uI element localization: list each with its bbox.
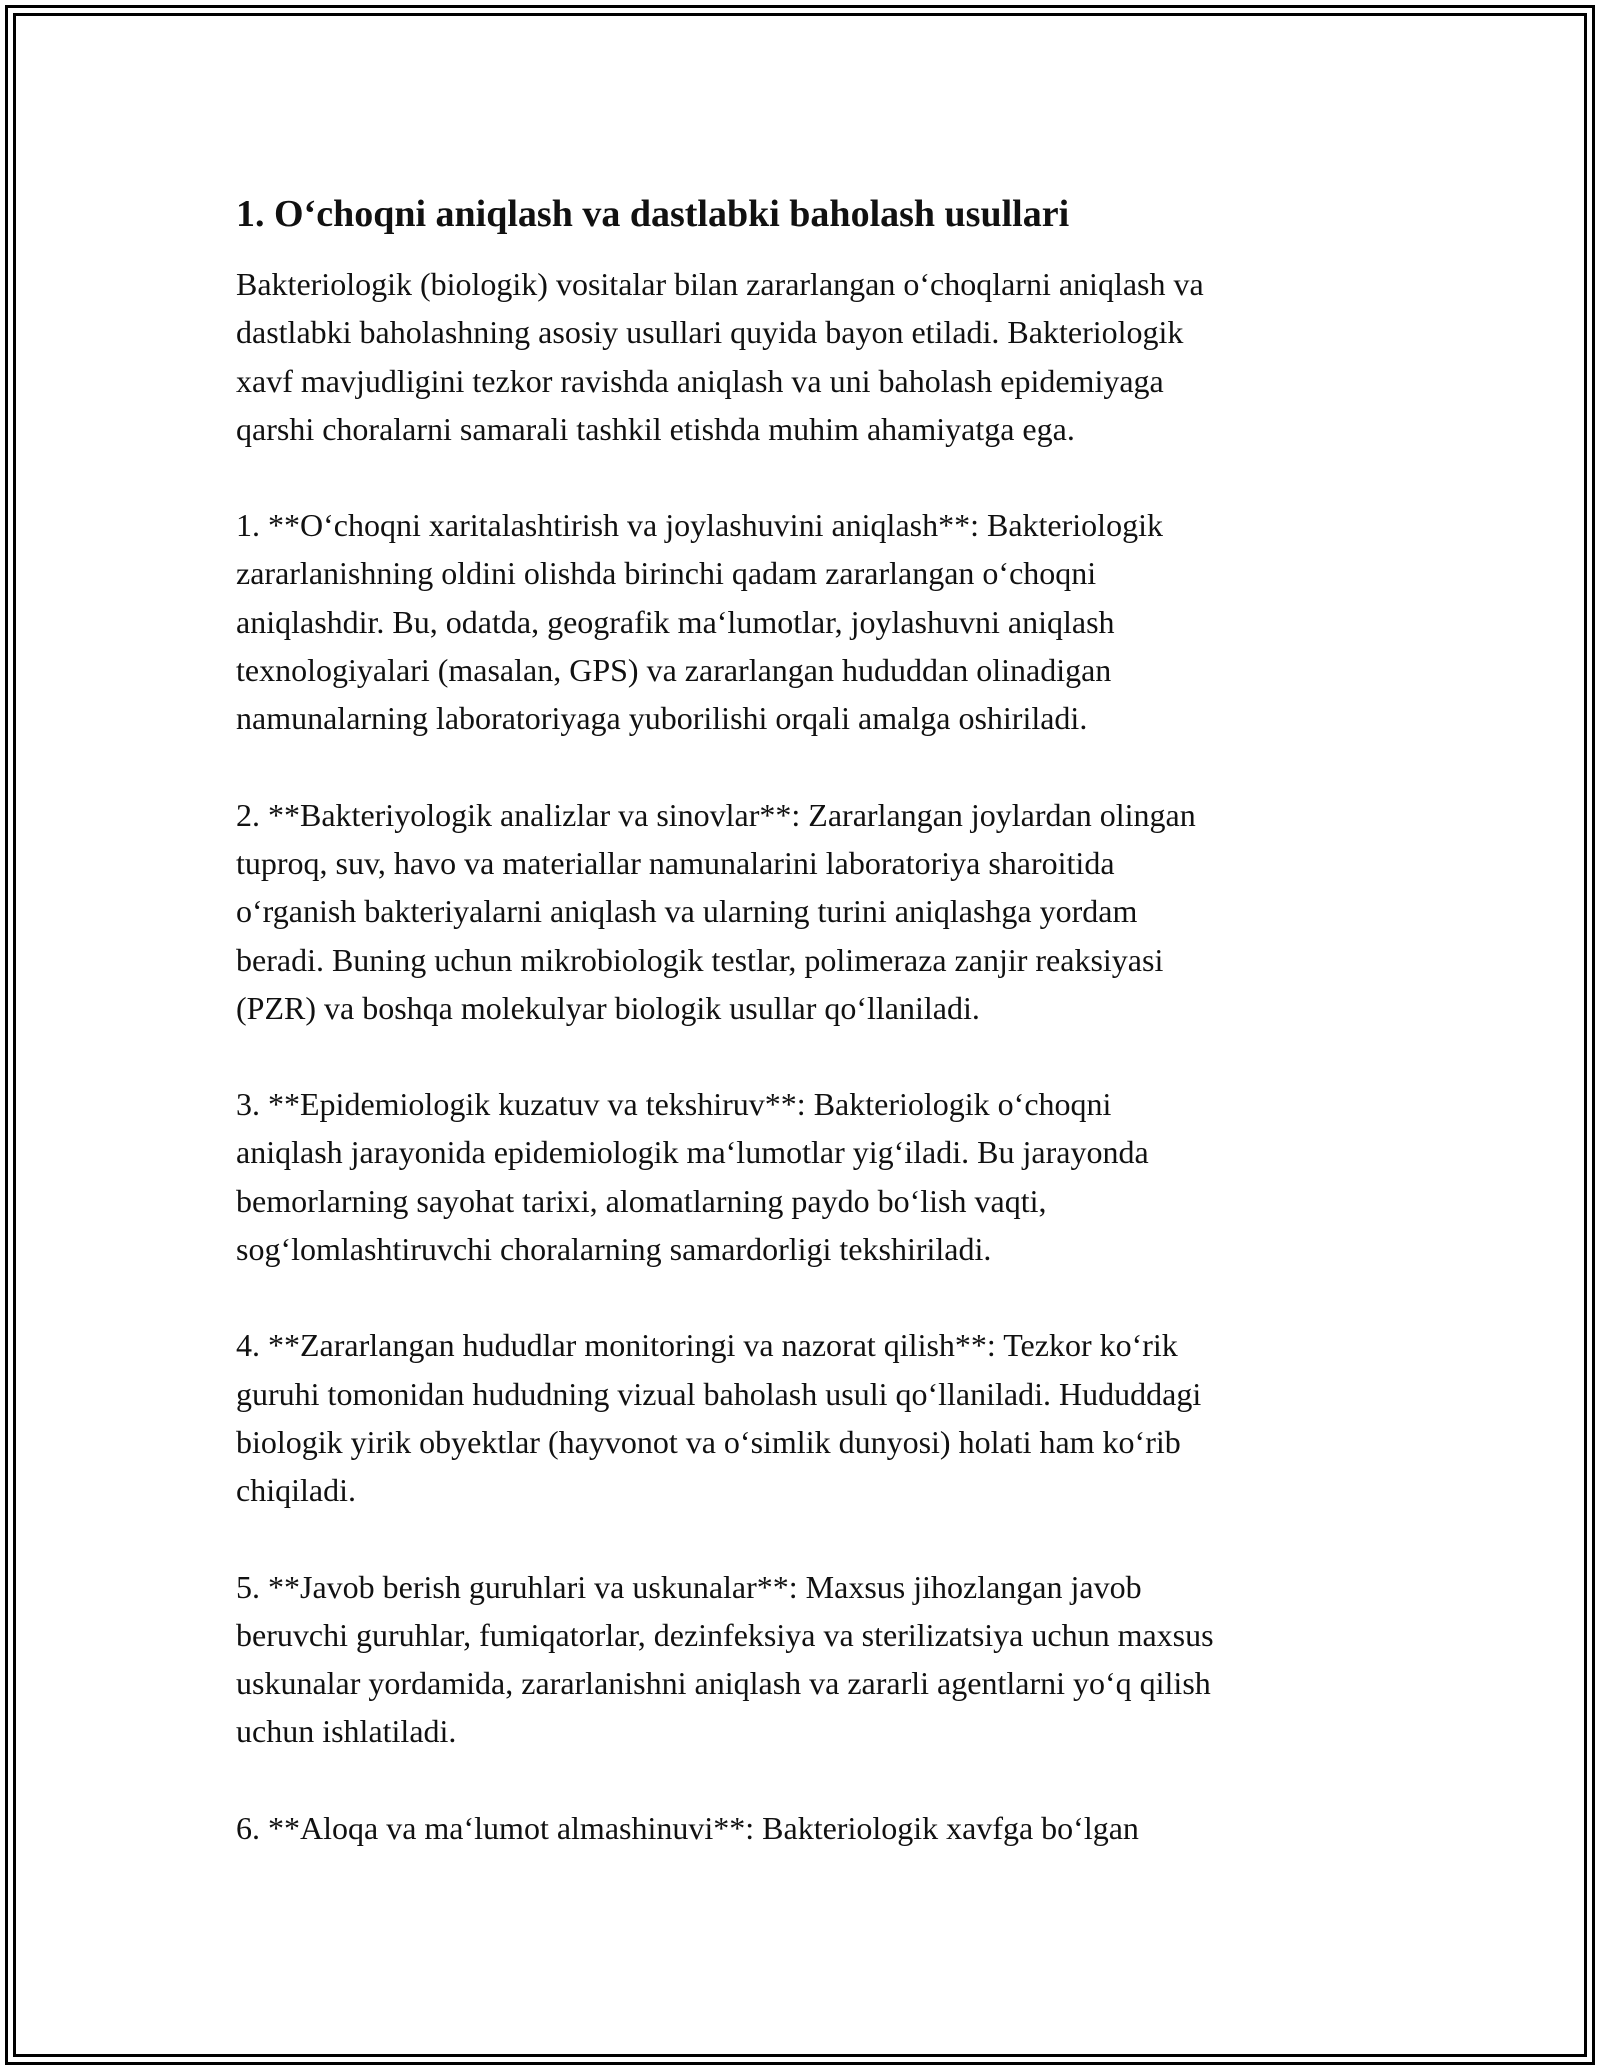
text-line: xavf mavjudligini tezkor ravishda aniqlash va uni baholash epidemiyaga <box>236 362 1164 399</box>
text-line: guruhi tomonidan hududning vizual baholash usuli qo‘llaniladi. Hududdagi <box>236 1375 1202 1412</box>
text-line: beradi. Buning uchun mikrobiologik testlar, polimeraza zanjir reaksiyasi <box>236 941 1164 978</box>
text-line: dastlabki baholashning asosiy usullari quyida bayon etiladi. Bakteriologik <box>236 314 1184 351</box>
text-line: 6. **Aloqa va ma‘lumot almashinuvi**: Bakteriologik xavfga bo‘lgan <box>236 1809 1139 1846</box>
text-line: beruvchi guruhlar, fumiqatorlar, dezinfeksiya va sterilizatsiya uchun maxsus <box>236 1616 1214 1653</box>
text-line: texnologiyalari (masalan, GPS) va zararlangan hududdan olinadigan <box>236 652 1112 689</box>
text-line: chiqiladi. <box>236 1472 356 1509</box>
intro-paragraph <box>236 260 1366 453</box>
text-line: (PZR) va boshqa molekulyar biologik usullar qo‘llaniladi. <box>236 989 980 1026</box>
text-line: 3. **Epidemiologik kuzatuv va tekshiruv**: Bakteriologik o‘choqni <box>236 1086 1112 1123</box>
text-line: qarshi choralarni samarali tashkil etishda muhim ahamiyatga ega. <box>236 410 1075 447</box>
text-line: 4. **Zararlangan hududlar monitoringi va nazorat qilish**: Tezkor ko‘rik <box>236 1327 1178 1364</box>
list-item-3-paragraph <box>236 1080 1366 1273</box>
text-line: sog‘lomlashtiruvchi choralarning samardorligi tekshiriladi. <box>236 1231 992 1268</box>
list-item-4-paragraph <box>236 1321 1366 1514</box>
text-line: biologik yirik obyektlar (hayvonot va o‘simlik dunyosi) holati ham ko‘rib <box>236 1423 1181 1460</box>
text-line: aniqlashdir. Bu, odatda, geografik ma‘lumotlar, joylashuvni aniqlash <box>236 603 1115 640</box>
text-line: uskunalar yordamida, zararlanishni aniqlash va zararli agentlarni yo‘q qilish <box>236 1665 1211 1702</box>
text-line: uchun ishlatiladi. <box>236 1713 457 1750</box>
section-heading: 1. O‘choqni aniqlash va dastlabki baholash usullari <box>236 193 1070 235</box>
text-line: 2. **Bakteriyologik analizlar va sinovlar**: Zararlangan joylardan olingan <box>236 796 1196 833</box>
text-line: namunalarning laboratoriyaga yuborilishi orqali amalga oshiriladi. <box>236 700 1088 737</box>
text-line: 1. **O‘choqni xaritalashtirish va joylashuvini aniqlash**: Bakteriologik <box>236 507 1163 544</box>
list-item-2-paragraph <box>236 791 1366 1032</box>
text-line: o‘rganish bakteriyalarni aniqlash va ularning turini aniqlashga yordam <box>236 893 1138 930</box>
list-item-5-paragraph <box>236 1563 1366 1756</box>
text-line: tuproq, suv, havo va materiallar namunalarini laboratoriya sharoitida <box>236 844 1115 881</box>
text-line: zararlanishning oldini olishda birinchi qadam zararlangan o‘choqni <box>236 555 1097 592</box>
list-item-6-paragraph <box>236 1804 1366 1852</box>
list-item-1-paragraph <box>236 501 1366 742</box>
text-line: Bakteriologik (biologik) vositalar bilan zararlangan o‘choqlarni aniqlash va <box>236 266 1204 302</box>
text-line: aniqlash jarayonida epidemiologik ma‘lumotlar yig‘iladi. Bu jarayonda <box>236 1134 1149 1171</box>
text-line: 5. **Javob berish guruhlari va uskunalar**: Maxsus jihozlangan javob <box>236 1568 1142 1605</box>
text-line: bemorlarning sayohat tarixi, alomatlarning paydo bo‘lish vaqti, <box>236 1182 1047 1219</box>
document-body <box>236 186 1366 1900</box>
